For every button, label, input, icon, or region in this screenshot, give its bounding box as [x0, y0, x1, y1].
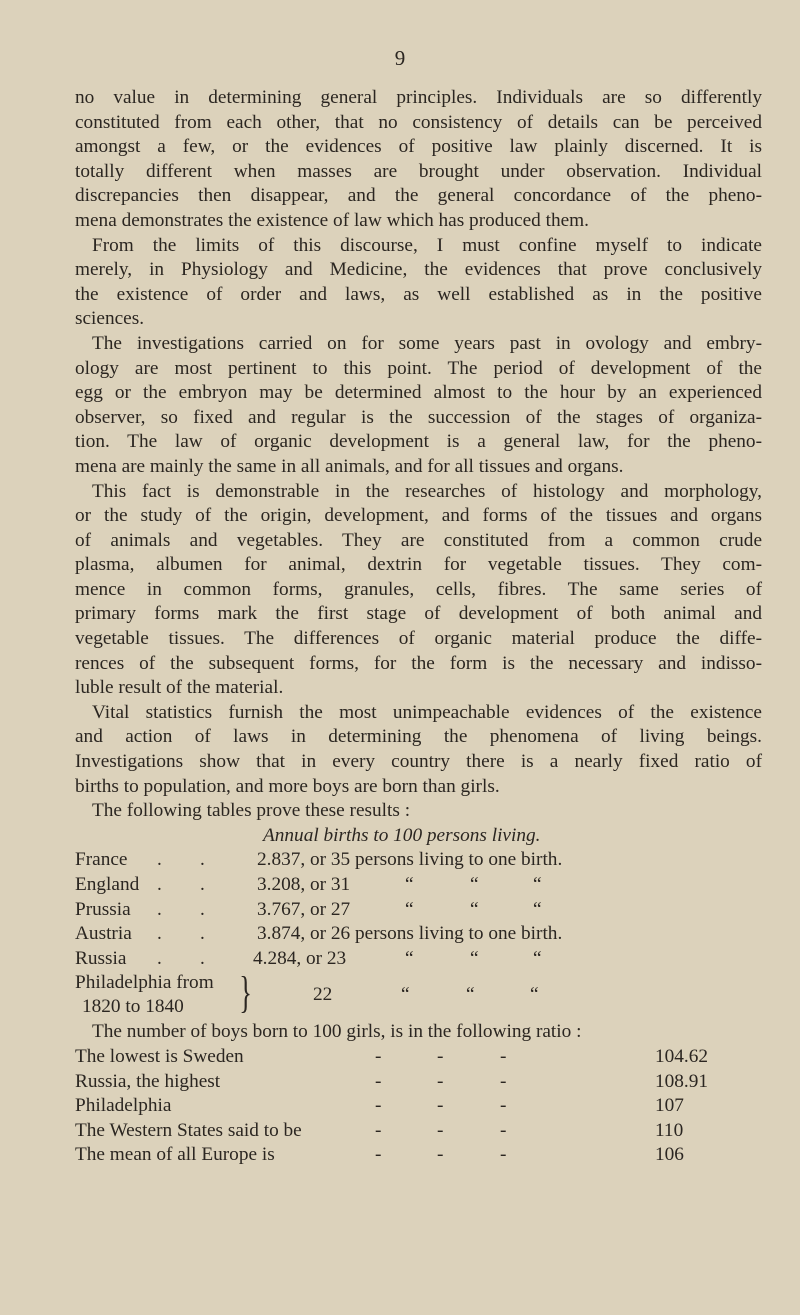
ratio-intro: The number of boys born to 100 girls, is in the following ratio :	[92, 1021, 582, 1043]
text-line: Investigations show that in every country there is a nearly fixed ratio of	[75, 751, 762, 773]
leader-dash: -	[437, 1119, 444, 1141]
ditto-mark: “	[401, 984, 410, 1006]
leader-dot: .	[200, 874, 205, 895]
text-line: This fact is demonstrable in the researches of histology and morphology,	[92, 480, 762, 502]
leader-dot: .	[200, 898, 205, 920]
text-line: the existence of order and laws, as well established as in the positive	[75, 283, 762, 305]
ditto-mark: “	[533, 898, 542, 920]
table-caption: Annual births to 100 persons living.	[263, 824, 541, 846]
text-line: totally different when masses are brought under observation. Individual	[75, 160, 762, 182]
paragraph	[75, 234, 762, 332]
ratio-label: Philadelphia	[75, 1095, 172, 1117]
ditto-mark: “	[533, 874, 542, 895]
leader-dash: -	[500, 1095, 507, 1117]
ratio-value: 108.91	[655, 1070, 709, 1092]
text-line: egg or the embryon may be determined almost to the hour by an experienced	[75, 382, 762, 404]
philadelphia-label: Philadelphia from	[75, 972, 214, 994]
ratio-label: Russia, the highest	[75, 1070, 221, 1092]
leader-dash: -	[500, 1144, 507, 1166]
text-line: The following tables prove these results :	[92, 800, 411, 822]
births-value: 2.837, or 35 persons living to one birth.	[257, 849, 563, 871]
leader-dash: -	[437, 1070, 444, 1092]
country: Russia	[75, 947, 127, 969]
ratio-row	[75, 1143, 762, 1168]
births-row	[75, 848, 762, 873]
text-line: discrepancies then disappear, and the general concordance of the pheno-	[75, 185, 762, 207]
text-line: vegetable tissues. The differences of organic material produce the diffe-	[75, 628, 762, 650]
text-line: births to population, and more boys are born than girls.	[75, 775, 500, 797]
births-value: 22	[313, 984, 333, 1006]
text-line: and action of laws in determining the phenomena of living beings.	[75, 726, 762, 748]
ratio-row	[75, 1070, 762, 1095]
ratio-value: 104.62	[655, 1045, 709, 1067]
text-line: amongst a few, or the evidences of positive law plainly discerned. It is	[75, 136, 762, 158]
ratio-label: The Western States said to be	[75, 1119, 302, 1141]
text-line: luble result of the material.	[75, 677, 284, 699]
ditto-mark: “	[470, 874, 479, 895]
text-line: observer, so fixed and regular is the succession of the stages of organiza-	[75, 406, 762, 428]
ratio-label: The lowest is Sweden	[75, 1045, 244, 1067]
leader-dash: -	[375, 1144, 382, 1166]
ditto-mark: “	[530, 984, 539, 1006]
philadelphia-years: 1820 to 1840	[82, 996, 184, 1018]
country: England	[75, 874, 140, 895]
ditto-mark: “	[466, 984, 475, 1006]
leader-dash: -	[500, 1119, 507, 1141]
leader-dot: .	[157, 898, 162, 920]
leader-dot: .	[157, 849, 162, 871]
text-line: merely, in Physiology and Medicine, the evidences that prove conclusively	[75, 259, 762, 281]
page-body	[75, 86, 762, 1168]
ratio-value: 106	[655, 1144, 684, 1166]
births-row	[75, 873, 762, 898]
leader-dash: -	[437, 1095, 444, 1117]
text-line: constituted from each other, that no consistency of details can be perceived	[75, 111, 762, 133]
births-row	[75, 898, 762, 923]
text-line: of animals and vegetables. They are constituted from a common crude	[75, 529, 762, 551]
text-line: mence in common forms, granules, cells, fibres. The same series of	[75, 578, 762, 600]
ratio-value: 107	[655, 1095, 684, 1117]
paragraph	[75, 480, 762, 701]
ditto-mark: “	[470, 947, 479, 969]
leader-dot: .	[157, 947, 162, 969]
ratio-value: 110	[655, 1119, 684, 1141]
text-line: mena are mainly the same in all animals, and for all tissues and organs.	[75, 455, 624, 477]
ditto-mark: “	[470, 898, 479, 920]
ditto-mark: “	[533, 947, 542, 969]
births-value: 3.874, or 26 persons living to one birth.	[257, 923, 563, 945]
philadelphia-row	[75, 968, 762, 1020]
leader-dash: -	[375, 1095, 382, 1117]
births-value: 3.208, or 31	[257, 874, 351, 895]
leader-dash: -	[375, 1070, 382, 1092]
leader-dash: -	[375, 1119, 382, 1141]
page-number: 9	[394, 46, 406, 70]
text-line: rences of the subsequent forms, for the form is the necessary and indisso-	[75, 652, 762, 674]
births-row	[75, 922, 762, 947]
ratio-row	[75, 1045, 762, 1070]
ratio-row	[75, 1119, 762, 1144]
leader-dot: .	[157, 874, 162, 895]
leader-dash: -	[500, 1045, 507, 1067]
paragraph	[75, 86, 762, 234]
leader-dash: -	[375, 1045, 382, 1067]
text-line: The investigations carried on for some years past in ovology and embry-	[92, 332, 762, 354]
paragraph	[75, 799, 762, 824]
text-line: no value in determining general principles. Individuals are so differently	[75, 87, 762, 108]
ditto-mark: “	[405, 898, 414, 920]
leader-dash: -	[437, 1045, 444, 1067]
leader-dot: .	[200, 849, 205, 871]
text-line: tion. The law of organic development is a general law, for the pheno-	[75, 431, 762, 453]
paragraph	[75, 701, 762, 799]
text-line: Vital statistics furnish the most unimpeachable evidences of the existence	[92, 701, 762, 723]
text-line: or the study of the origin, development, and forms of the tissues and organs	[75, 505, 762, 527]
leader-dot: .	[157, 923, 162, 945]
leader-dash: -	[500, 1070, 507, 1092]
leader-dot: .	[200, 947, 205, 969]
leader-dash: -	[437, 1144, 444, 1166]
births-value: 3.767, or 27	[257, 898, 351, 920]
text-line: ology are most pertinent to this point. The period of development of the	[75, 357, 762, 379]
text-line: mena demonstrates the existence of law which has produced them.	[75, 209, 589, 231]
country: Austria	[75, 923, 132, 945]
paragraph	[75, 332, 762, 480]
text-line: sciences.	[75, 308, 145, 330]
country: France	[75, 849, 128, 871]
text-line: From the limits of this discourse, I must confine myself to indicate	[92, 234, 762, 256]
brace-icon: }	[239, 968, 252, 1018]
ditto-mark: “	[405, 947, 414, 969]
ratio-row	[75, 1094, 762, 1119]
births-value: 4.284, or 23	[253, 947, 347, 969]
text-line: plasma, albumen for animal, dextrin for vegetable tissues. They com-	[75, 554, 762, 576]
text-line: primary forms mark the first stage of development of both animal and	[75, 603, 762, 625]
ratio-label: The mean of all Europe is	[75, 1144, 275, 1166]
leader-dot: .	[200, 923, 205, 945]
country: Prussia	[75, 898, 131, 920]
births-row	[75, 947, 762, 972]
ditto-mark: “	[405, 874, 414, 895]
